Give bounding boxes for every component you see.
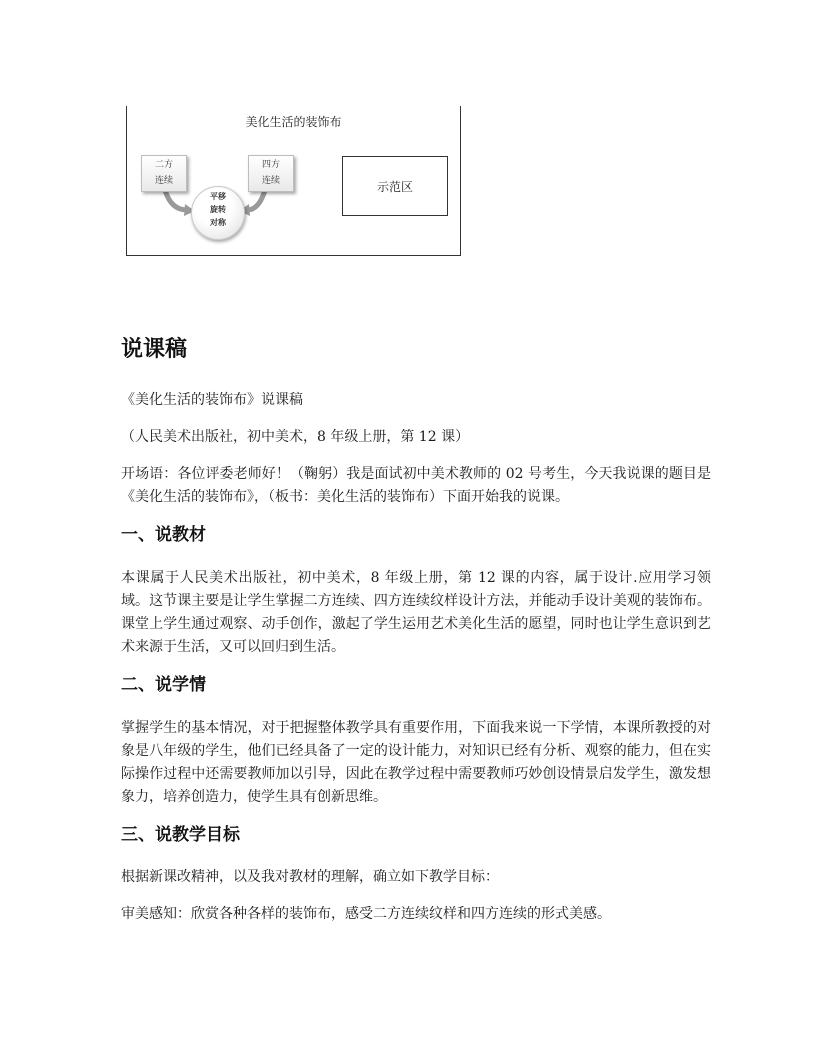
section-heading-students: 二、说学情 bbox=[121, 675, 206, 695]
tile-two-way-continuous bbox=[141, 155, 187, 192]
tile-four-way-continuous bbox=[248, 155, 294, 192]
section-heading-objectives: 三、说教学目标 bbox=[121, 825, 240, 845]
opening-paragraph: 开场语：各位评委老师好！（鞠躬）我是面试初中美术教师的 02 号考生，今天我说课的题目是《美化生活的装饰布》，（板书：美化生活的装饰布）下面开始我的说课。 bbox=[121, 466, 711, 505]
section-body-objectives: 根据新课改精神，以及我对教材的理解，确立如下教学目标： bbox=[121, 869, 499, 885]
circle-line1: 平移 bbox=[210, 192, 226, 201]
blackboard-diagram bbox=[126, 106, 461, 256]
document-subtitle: 《美化生活的装饰布》说课稿 bbox=[121, 392, 303, 408]
tile-left-line1: 二方 bbox=[154, 160, 173, 170]
circle-line2: 旋转 bbox=[210, 205, 226, 214]
lesson-document bbox=[121, 336, 711, 926]
section-heading-textbook: 一、说教材 bbox=[121, 525, 206, 545]
tile-right-line1: 四方 bbox=[261, 160, 280, 170]
demo-area-box: 示范区 bbox=[342, 156, 448, 216]
transform-circle bbox=[191, 186, 245, 240]
source-line: （人民美术出版社，初中美术，8 年级上册，第 12 课） bbox=[121, 429, 470, 445]
circle-line3: 对称 bbox=[210, 218, 226, 227]
section-body-students: 掌握学生的基本情况，对于把握整体教学具有重要作用，下面我来说一下学情，本课所教授的对象是八年级的学生，他们已经具备了一定的设计能力，对知识已经有分析、观察的能力，但在实际操作过程中还需要教师加以引导，因此在教学过程中需要教师巧妙创设情景启发学生，激发想象力，培养创造力，使学生具有创新思维。 bbox=[121, 720, 711, 805]
board-title: 美化生活的装饰布 bbox=[245, 115, 342, 129]
tile-right-line2: 连续 bbox=[261, 176, 280, 186]
page-title: 说课稿 bbox=[121, 337, 188, 362]
objective-item-aesthetic: 审美感知：欣赏各种各样的装饰布，感受二方连续纹样和四方连续的形式美感。 bbox=[121, 906, 611, 922]
section-body-textbook: 本课属于人民美术出版社，初中美术，8 年级上册，第 12 课的内容，属于设计.应用学习领域。这节课主要是让学生掌握二方连续、四方连续纹样设计方法，并能动手设计美观的装饰布。课堂上学生通过观察、动手创作，激起了学生运用艺术美化生活的愿望，同时也让学生意识到艺术来源于生活，又可以回归到生活。 bbox=[121, 570, 711, 655]
tile-left-line2: 连续 bbox=[154, 176, 173, 186]
